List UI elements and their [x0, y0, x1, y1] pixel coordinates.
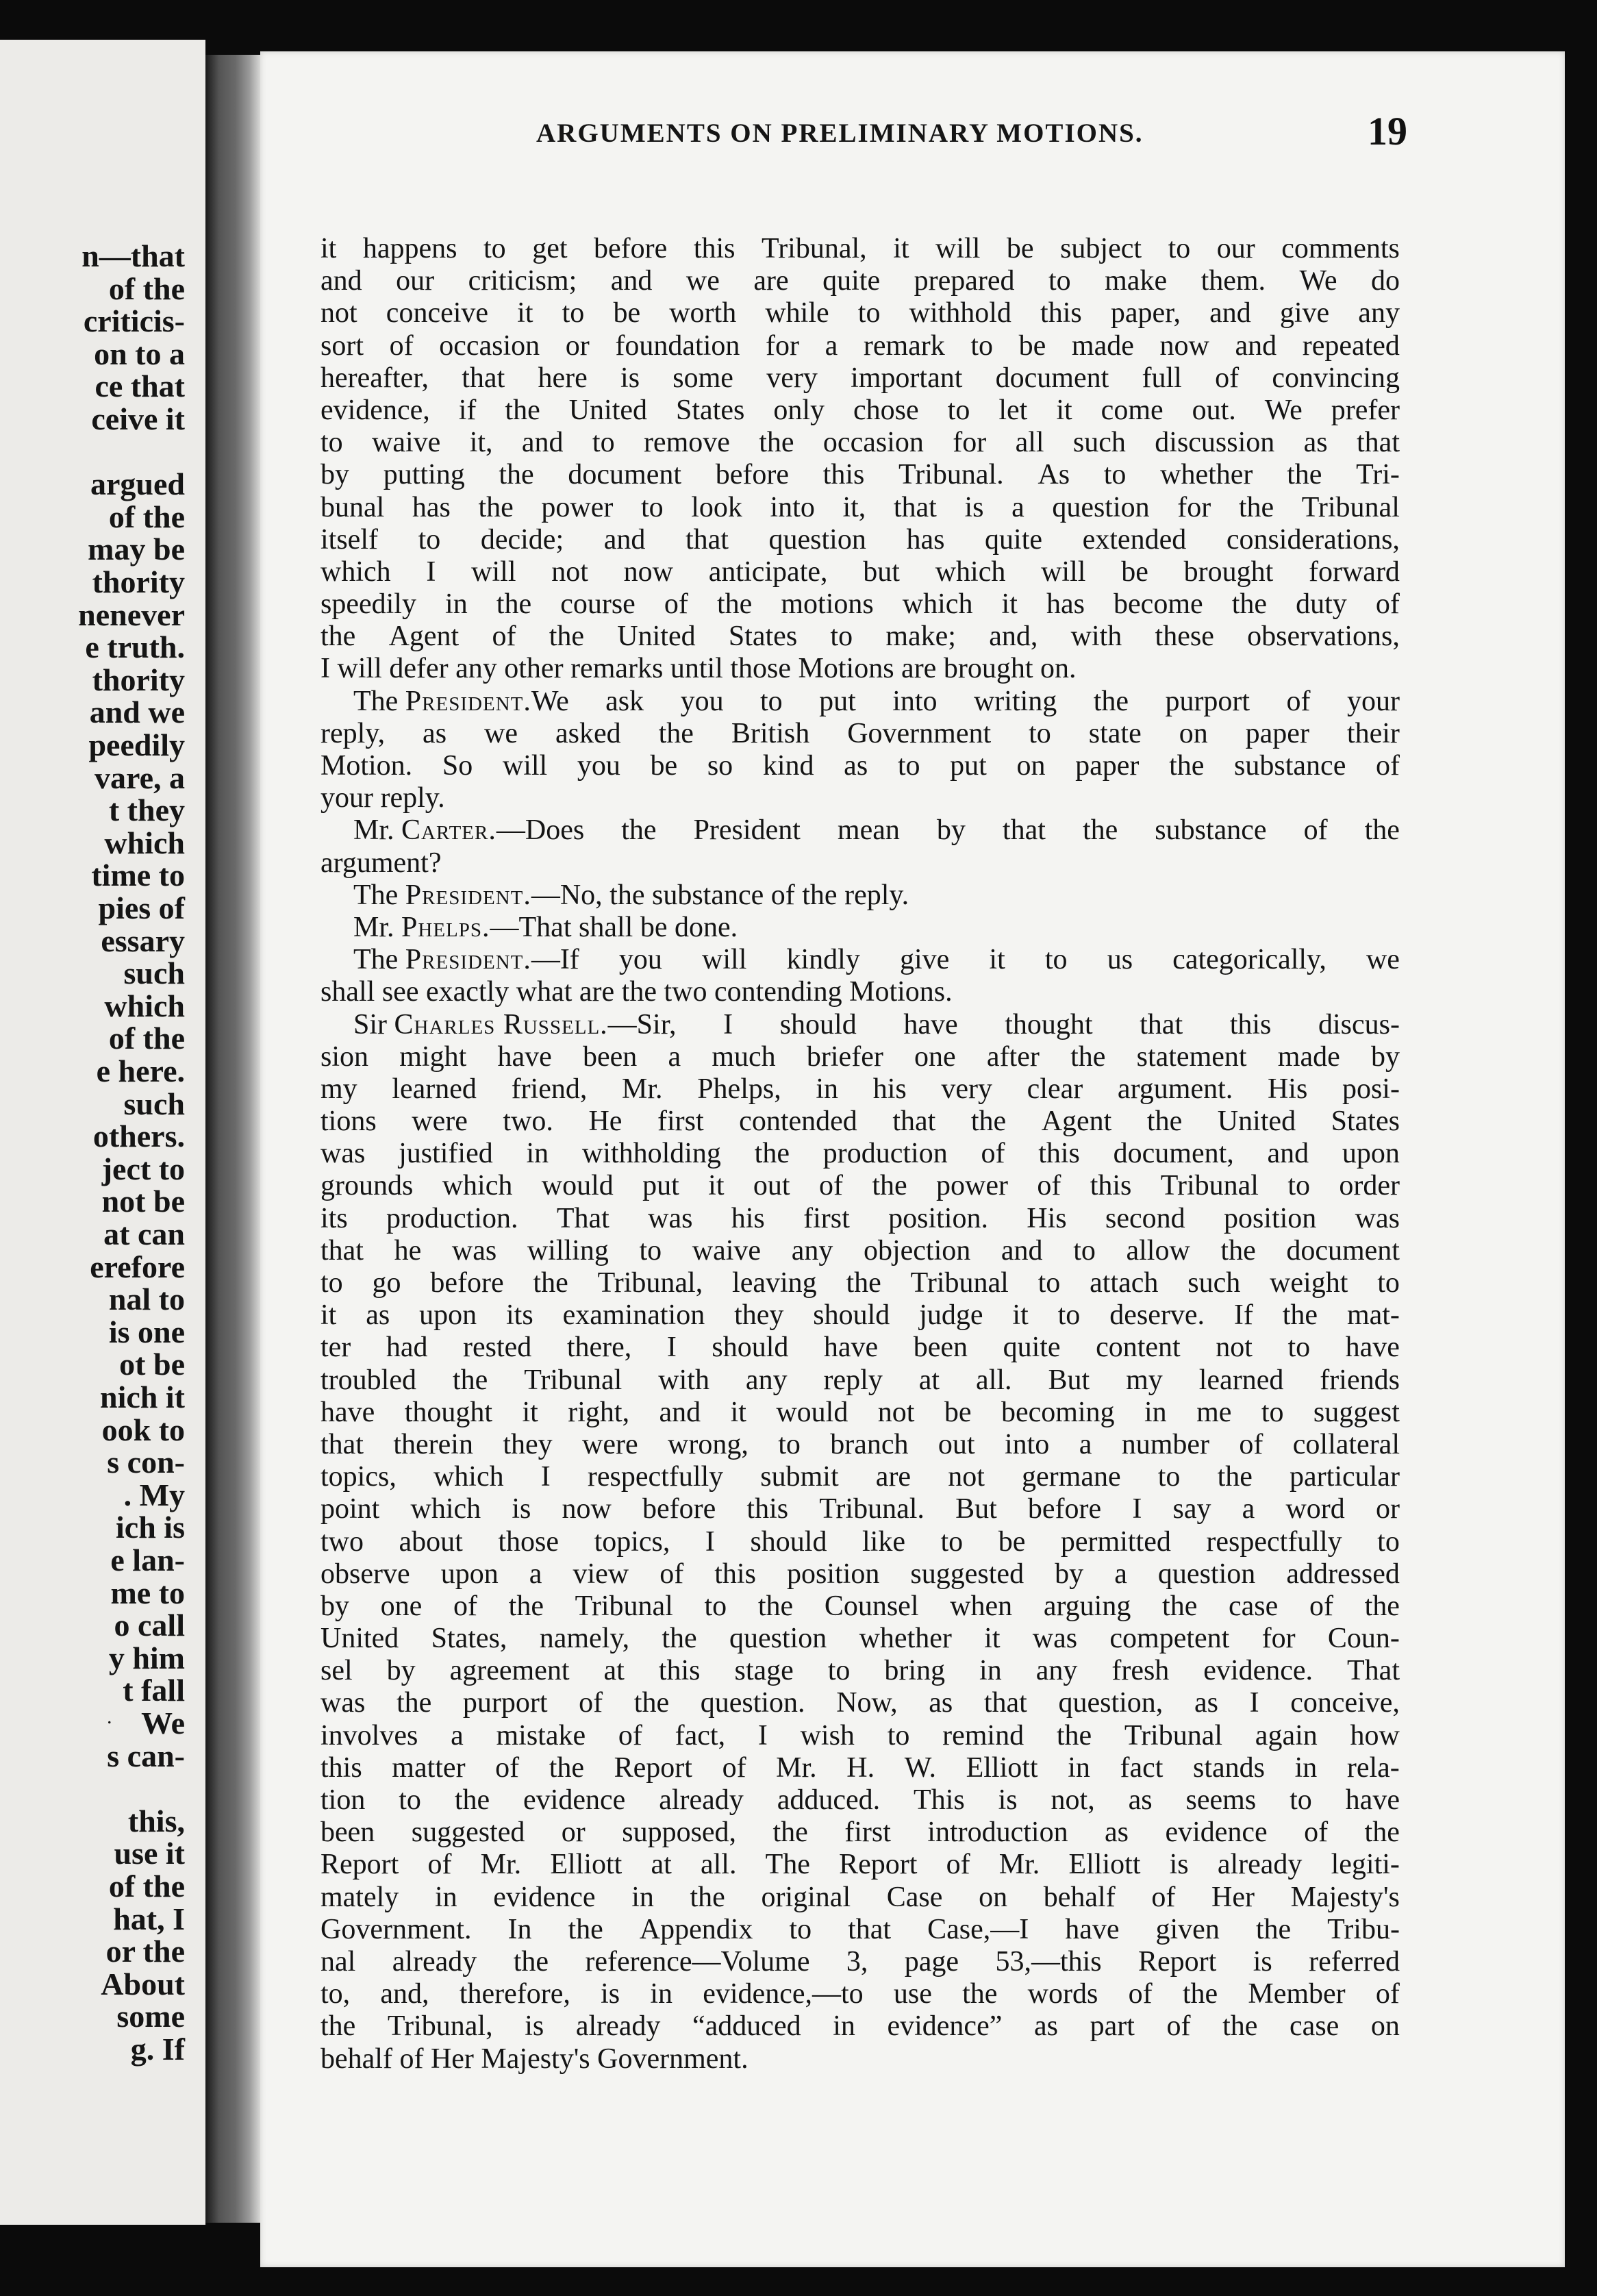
- text-line: and our criticism; and we are quite prepared to make them. We do: [320, 265, 1400, 297]
- running-head-title: ARGUMENTS ON PRELIMINARY MOTIONS.: [536, 118, 1144, 148]
- text-line: involves a mistake of fact, I wish to remind the Tribunal again how: [320, 1719, 1400, 1751]
- facing-page-line: e lan-: [110, 1543, 185, 1577]
- facing-page-line: not be: [101, 1184, 185, 1219]
- text-line: have thought it right, and it would not be becoming in me to suggest: [320, 1396, 1400, 1428]
- facing-page-line: t fall: [123, 1673, 185, 1708]
- facing-page-line: nal to: [108, 1282, 185, 1317]
- book-gutter-shadow: [205, 55, 260, 2223]
- text-line: to, and, therefore, is in evidence,—to use the words of the Member of: [320, 1978, 1400, 2010]
- facing-page-fragment: [0, 40, 205, 2225]
- facing-page-line: which: [104, 988, 185, 1023]
- text-line: the Agent of the United States to make; and, with these observations,: [320, 621, 1400, 653]
- text-line: ter had rested there, I should have been quite content not to have: [320, 1332, 1400, 1364]
- facing-page-line: . My: [123, 1477, 185, 1512]
- text-line: topics, which I respectfully submit are not germane to the particular: [320, 1461, 1400, 1493]
- facing-page-line: may be: [88, 532, 185, 567]
- speaker-name: Mr. Phelps.: [353, 911, 490, 943]
- facing-page-line: argued: [90, 466, 185, 502]
- text-line: nal already the reference—Volume 3, page 53,—this Report is referred: [320, 1945, 1400, 1977]
- text-line: by one of the Tribunal to the Counsel when arguing the case of the: [320, 1590, 1400, 1622]
- facing-page-line: n—that: [81, 238, 185, 273]
- text-line: not conceive it to be worth while to withhold this paper, and give any: [320, 297, 1400, 329]
- facing-page-line: s can-: [107, 1738, 185, 1773]
- facing-page-line: vare, a: [94, 760, 185, 795]
- text-line: grounds which would put it out of the power of this Tribunal to order: [320, 1170, 1400, 1202]
- facing-page-line: ot be: [119, 1347, 185, 1382]
- facing-page-line: and we: [89, 695, 185, 730]
- text-line: The President.We ask you to put into writing the purport of your: [353, 685, 1400, 717]
- text-line: to waive it, and to remove the occasion for all such discussion as that: [320, 427, 1400, 459]
- speaker-name: The President.: [353, 944, 531, 976]
- text-line: Mr. Carter.—Does the President mean by that the substance of the: [353, 814, 1400, 847]
- facing-page-line: such: [123, 1086, 185, 1121]
- facing-page-line: use it: [114, 1836, 185, 1871]
- facing-page-line: o call: [114, 1608, 185, 1643]
- text-line: two about those topics, I should like to be permitted respectfully to: [320, 1525, 1400, 1558]
- facing-page-line: or the: [105, 1934, 185, 1969]
- facing-page-line: of the: [108, 1021, 185, 1056]
- stray-mark: .: [107, 1706, 112, 1728]
- facing-page-line: About: [101, 1966, 185, 2001]
- text-line: hereafter, that here is some very important document full of convincing: [320, 362, 1400, 394]
- facing-page-line: g. If: [130, 2032, 185, 2067]
- facing-page-line: thority: [92, 662, 185, 697]
- text-line: observe upon a view of this position suggested by a question addressed: [320, 1558, 1400, 1590]
- text-line: itself to decide; and that question has quite extended considerations,: [320, 523, 1400, 556]
- facing-page-line: such: [123, 956, 185, 991]
- text-line: tions were two. He first contended that the Agent the United States: [320, 1106, 1400, 1138]
- facing-page-line: ject to: [101, 1151, 185, 1186]
- speaker-name: Sir Charles Russell.: [353, 1008, 608, 1040]
- facing-page-line: ce that: [95, 369, 185, 404]
- text-line: was the purport of the question. Now, as that question, as I conceive,: [320, 1687, 1400, 1719]
- facing-page-line: nenever: [78, 597, 185, 632]
- facing-page-line: y him: [108, 1640, 185, 1675]
- text-line: The President.—If you will kindly give it to us categorically, we: [353, 944, 1400, 976]
- text-line: it happens to get before this Tribunal, it will be subject to our comments: [320, 233, 1400, 264]
- text-line: sort of occasion or foundation for a remark to be made now and repeated: [320, 329, 1400, 362]
- facing-page-line: peedily: [88, 727, 185, 762]
- text-line: that therein they were wrong, to branch out into a number of collateral: [320, 1428, 1400, 1460]
- text-line: Report of Mr. Elliott at all. The Report of Mr. Elliott is already legiti-: [320, 1849, 1400, 1881]
- text-line: its production. That was his first position. His second position was: [320, 1202, 1400, 1234]
- facing-page-line: e truth.: [85, 629, 185, 665]
- facing-page-line: nich it: [100, 1380, 185, 1414]
- text-line: The President.—No, the substance of the reply.: [353, 879, 909, 911]
- facing-page-line: erefore: [90, 1249, 185, 1284]
- text-line: evidence, if the United States only chose to let it come out. We prefer: [320, 394, 1400, 426]
- text-line: the Tribunal, is already “adduced in evidence” as part of the case on: [320, 2010, 1400, 2043]
- running-head: [277, 109, 1407, 166]
- facing-page-line: pies of: [98, 890, 185, 925]
- facing-page-line: time to: [91, 858, 185, 893]
- text-line: speedily in the course of the motions which it has become the duty of: [320, 588, 1400, 621]
- facing-page-line: ceive it: [91, 401, 185, 436]
- facing-page-line: t they: [108, 793, 185, 828]
- facing-page-line: at can: [103, 1216, 185, 1251]
- facing-page-line: on to a: [94, 336, 185, 371]
- text-line: this matter of the Report of Mr. H. W. Elliott in fact stands in rela-: [320, 1751, 1400, 1784]
- facing-page-line: thority: [92, 564, 185, 599]
- facing-page-line: of the: [108, 1869, 185, 1904]
- facing-page-line: essary: [101, 923, 185, 958]
- speaker-name: The President.: [353, 685, 531, 717]
- facing-page-line: this,: [127, 1803, 185, 1838]
- facing-page-line: which: [104, 825, 185, 860]
- text-line: sion might have been a much briefer one after the statement made by: [320, 1040, 1400, 1073]
- text-line: behalf of Her Majesty's Government.: [320, 2043, 749, 2075]
- facing-page-line: some: [116, 1999, 185, 2034]
- text-line: Mr. Phelps.—That shall be done.: [353, 911, 738, 943]
- text-line: troubled the Tribunal with any reply at all. But my learned friends: [320, 1364, 1400, 1396]
- text-line: by putting the document before this Tribunal. As to whether the Tri-: [320, 459, 1400, 491]
- text-line: it as upon its examination they should judge it to deserve. If the mat-: [320, 1299, 1400, 1332]
- page-number: 19: [1368, 109, 1407, 153]
- text-line: shall see exactly what are the two contending Motions.: [320, 976, 953, 1008]
- facing-page-line: of the: [108, 499, 185, 534]
- facing-page-line: me to: [110, 1575, 185, 1610]
- speaker-name: Mr. Carter.: [353, 814, 496, 847]
- text-line: sel by agreement at this stage to bring in any fresh evidence. That: [320, 1655, 1400, 1687]
- text-line: been suggested or supposed, the first introduction as evidence of the: [320, 1817, 1400, 1849]
- text-line: tion to the evidence already adduced. This is not, as seems to have: [320, 1784, 1400, 1816]
- facing-page-line: criticis-: [83, 303, 185, 339]
- text-line: to go before the Tribunal, leaving the Tribunal to attach such weight to: [320, 1267, 1400, 1299]
- facing-page-line: others.: [92, 1119, 185, 1154]
- text-line: Sir Charles Russell.—Sir, I should have thought that this discus-: [353, 1008, 1400, 1040]
- body-text: [320, 233, 1400, 2075]
- facing-page-line: of the: [108, 271, 185, 306]
- text-line: that he was willing to waive any objection and to allow the document: [320, 1234, 1400, 1266]
- text-line: your reply.: [320, 782, 445, 814]
- facing-page-line: e here.: [96, 1053, 185, 1088]
- text-line: argument?: [320, 847, 442, 879]
- text-line: United States, namely, the question whether it was competent for Coun-: [320, 1623, 1400, 1655]
- text-line: point which is now before this Tribunal. But before I say a word or: [320, 1493, 1400, 1525]
- text-line: which I will not now anticipate, but which will be brought forward: [320, 556, 1400, 588]
- text-line: reply, as we asked the British Government to state on paper their: [320, 717, 1400, 749]
- facing-page-line: is one: [108, 1314, 185, 1349]
- text-line: mately in evidence in the original Case on behalf of Her Majesty's: [320, 1881, 1400, 1913]
- text-line: Government. In the Appendix to that Case,—I have given the Tribu-: [320, 1913, 1400, 1945]
- text-line: bunal has the power to look into it, that is a question for the Tribunal: [320, 491, 1400, 523]
- text-line: was justified in withholding the production of this document, and upon: [320, 1138, 1400, 1170]
- facing-page-line: hat, I: [113, 1901, 185, 1936]
- facing-page-line: ich is: [116, 1510, 185, 1545]
- text-line: Motion. So will you be so kind as to put on paper the substance of: [320, 750, 1400, 782]
- facing-page-line: s con-: [107, 1445, 185, 1480]
- facing-page-line: ook to: [101, 1412, 185, 1447]
- text-line: I will defer any other remarks until those Motions are brought on.: [320, 653, 1077, 685]
- facing-page-line: We: [141, 1706, 185, 1740]
- text-line: my learned friend, Mr. Phelps, in his very clear argument. His posi-: [320, 1073, 1400, 1105]
- speaker-name: The President.: [353, 879, 531, 911]
